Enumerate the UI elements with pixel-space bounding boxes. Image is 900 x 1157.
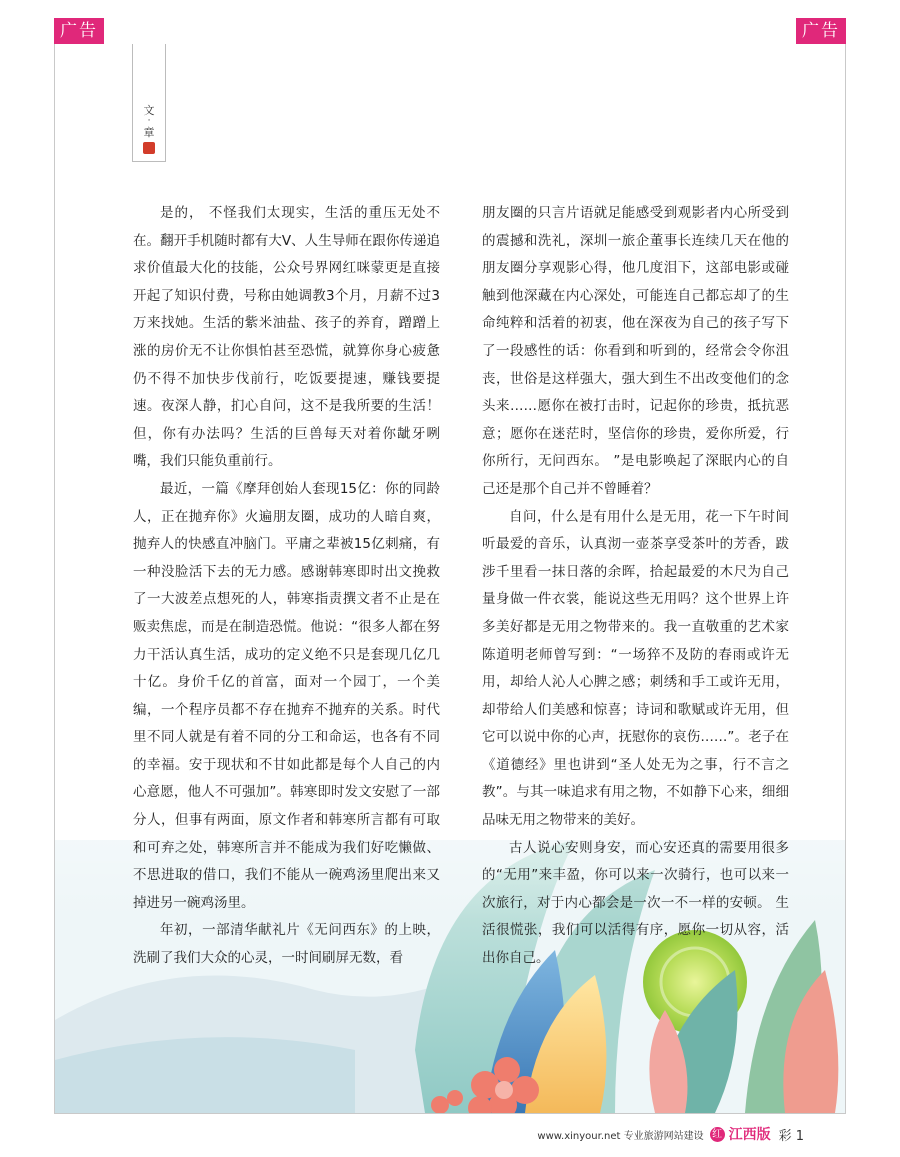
- paragraph: 是的， 不怪我们太现实，生活的重压无处不在。翻开手机随时都有大V、人生导师在跟你传递追求价值最大化的技能，公众号界网红咪蒙更是直接开起了知识付费，号称由她调教3个月，月薪不过3万来找她。生活的紫米油盐、孩子的养育，蹭蹭上涨的房价无不让你惧怕甚至恐慌，就算你身心疲惫仍不得不加快步伐前行，吃饭要提速，赚钱要提速。夜深人静，扪心自问，这不是我所要的生活！但，你有办法吗？生活的巨兽每天对着你龇牙咧嘴，我们只能负重前行。: [133, 205, 440, 470]
- page-footer: [537, 1124, 804, 1144]
- ad-label-left: 广告: [54, 18, 104, 44]
- category-dot: ·: [147, 116, 151, 126]
- paragraph: 最近，一篇《摩拜创始人套现15亿：你的同龄人，正在抛弃你》火遍朋友圈，成功的人暗自爽，抛弃人的快感直冲脑门。平庸之辈被15亿刺痛，有一种没脸活下去的无力感。感谢韩寒即时出文挽救了一大波差点想死的人，韩寒指责撰文者不止是在贩卖焦虑，而是在制造恐慌。他说：“很多人都在努力干活认真生活，成功的定义绝不只是套现几亿几十亿。身价千亿的首富，面对一个园丁，一个美编，一个程序员都不存在抛弃不抛弃的关系。时代里不同人就是有着不同的分工和命运，也各有不同的幸福。安于现状和不甘如此都是每个人自己的内心意愿，他人不可强加”。韩寒即时发文安慰了一部分人，但事有两面，原文作者和韩寒所言都有可取和可弃之处，韩寒所言并不能成为我们好吃懒做、不思进取的借口，我们不能从一碗鸡汤里爬出来又掉进另一碗鸡汤里。: [133, 480, 440, 911]
- footer-site: www.xinyour.net 专业旅游网站建设: [537, 1130, 704, 1142]
- article-column-right: [482, 200, 789, 973]
- paragraph: 年初，一部清华献礼片《无问西东》的上映，洗刷了我们大众的心灵，一时间刷屏无数，看: [133, 922, 440, 967]
- category-char-1: 文: [143, 104, 155, 117]
- category-marker: [132, 44, 166, 162]
- footer-edition: 江西版: [728, 1127, 771, 1143]
- magazine-logo-icon: 红: [710, 1127, 725, 1142]
- paragraph: 朋友圈的只言片语就足能感受到观影者内心所受到的震撼和洗礼，深圳一旅企董事长连续几天在他的朋友圈分享观影心得，他几度泪下，这部电影或碰触到他深藏在内心深处，可能连自己都忘却了的生命纯粹和活着的初衷，他在深夜为自己的孩子写下了一段感性的话：你看到和听到的，经常会令你沮丧，世俗是这样强大，强大到生不出改变他们的念头来……愿你在被打击时，记起你的珍贵，抵抗恶意；愿你在迷茫时，坚信你的珍贵，爱你所爱，行你所行，无问西东。 ”是电影唤起了深眠内心的自己还是那个自己并不曾睡着？: [482, 205, 789, 497]
- paragraph: 古人说心安则身安，而心安还真的需要用很多的“无用”来丰盈，你可以来一次骑行，也可以来一次旅行，对于内心都会是一次一不一样的安顿。 生活很慌张，我们可以活得有序，愿你一切从容，活出你自己。: [482, 839, 789, 967]
- paragraph: 自问，什么是有用什么是无用，花一下午时间听最爱的音乐，认真沏一壶茶享受茶叶的芳香，跋涉千里看一抹日落的余晖，拾起最爱的木尺为自己量身做一件衣裳，能说这些无用吗？这个世界上许多美好都是无用之物带来的。我一直敬重的艺术家陈道明老师曾写到：“一场猝不及防的春雨或许无用，却给人沁人心脾之感；刺绣和手工或许无用，却带给人们美感和惊喜；诗词和歌赋或许无用，但它可以说中你的心声，抚慰你的哀伤……”。老子在《道德经》里也讲到“圣人处无为之事，行不言之教”。与其一味追求有用之物，不如静下心来，细细品味无用之物带来的美好。: [482, 508, 789, 829]
- article-column-left: [133, 200, 440, 973]
- seal-stamp-icon: [143, 142, 155, 154]
- category-char-2: 章: [143, 126, 155, 139]
- ad-label-right: 广告: [796, 18, 846, 44]
- page-number: 彩 1: [778, 1128, 804, 1144]
